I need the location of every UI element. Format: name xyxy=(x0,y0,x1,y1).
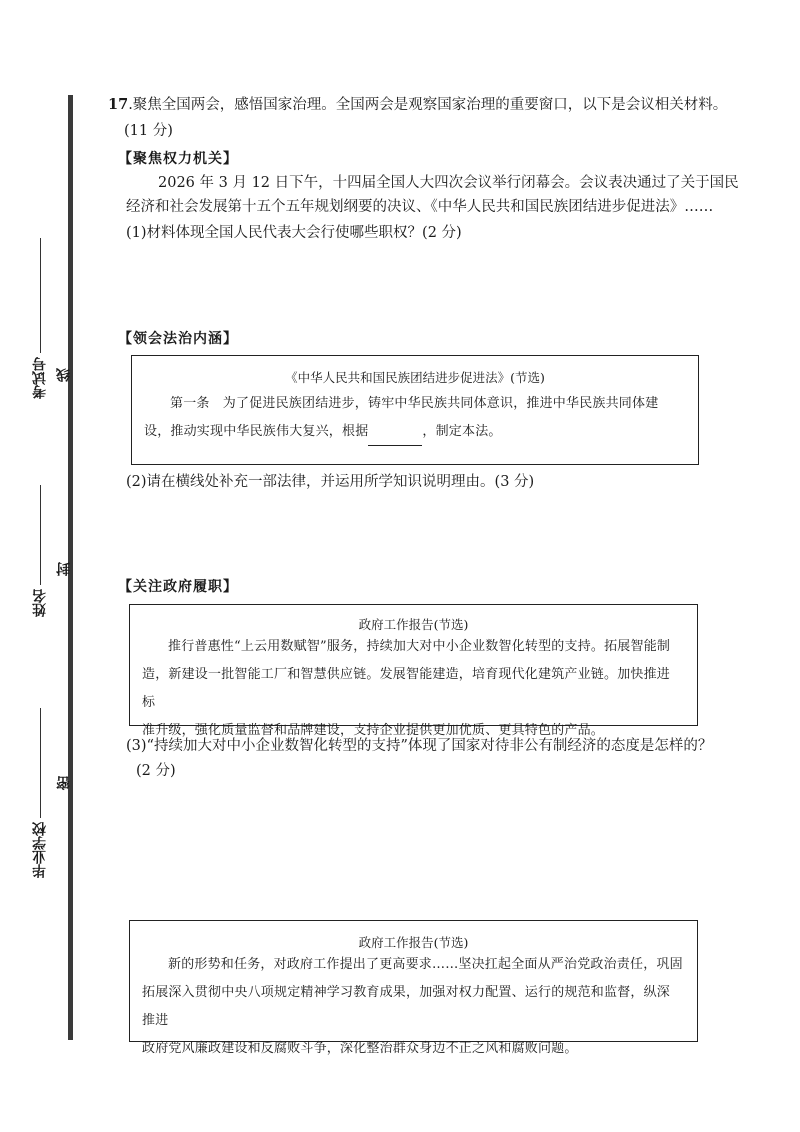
exam-number-label: 考试号 xyxy=(32,357,48,399)
material-line-1: 2026 年 3 月 12 日下午，十四届全国人大四次会议举行闭幕会。会议表决通过了关于国民 xyxy=(158,175,739,191)
question-stem-text: 聚焦全国两会，感悟国家治理。全国两会是观察国家治理的重要窗口，以下是会议相关材料。 xyxy=(132,97,728,113)
law-excerpt-line-2: 设，推动实现中华民族伟大复兴，根据 ，制定本法。 xyxy=(132,418,698,446)
gov-report-2-line-3: 政府党风廉政建设和反腐败斗争，深化整治群众身边不正之风和腐败问题。 xyxy=(142,1041,578,1056)
exam-number-line[interactable] xyxy=(40,238,41,353)
question-number: 17 xyxy=(108,96,129,113)
subquestion-1: (1)材料体现全国人民代表大会行使哪些职权？(2 分) xyxy=(126,225,462,241)
gov-report-1-line-1: 推行普惠性“上云用数赋智”服务，持续加大对中小企业数智化转型的支持。拓展智能制 xyxy=(168,639,671,654)
name-label: 姓名 xyxy=(32,589,48,617)
law-blank-line[interactable] xyxy=(368,431,422,446)
gov-report-2-line-1: 新的形势和任务，对政府工作提出了更高要求……坚决扛起全面从严治党政治责任，巩固 xyxy=(168,957,683,972)
subquestion-3: (3)“持续加大对中小企业数智化转型的支持”体现了国家对待非公有制经济的态度是怎样的？ xyxy=(126,738,713,754)
law-excerpt-line-1: 第一条 为了促进民族团结进步，铸牢中华民族共同体意识，推进中华民族共同体建 xyxy=(170,396,659,411)
gov-report-box-1 xyxy=(129,604,698,738)
section-header-rule-of-law: 【领会法治内涵】 xyxy=(118,331,238,347)
section-header-government-duty: 【关注政府履职】 xyxy=(118,579,238,595)
school-label: 毕业学校 xyxy=(32,822,48,878)
subquestion-2: (2)请在横线处补充一部法律，并运用所学知识说明理由。(3 分) xyxy=(126,474,535,490)
school-field[interactable] xyxy=(30,708,50,878)
exam-number-field[interactable] xyxy=(30,238,50,399)
seal-char-seal: 封 xyxy=(56,562,72,576)
name-field[interactable] xyxy=(30,485,50,617)
gov-report-2-title: 政府工作报告(节选) xyxy=(358,935,469,950)
law-excerpt-title: 《中华人民共和国民族团结进步促进法》(节选) xyxy=(285,370,545,385)
gov-report-1-title: 政府工作报告(节选) xyxy=(358,617,469,632)
question-stem: 17.聚焦全国两会，感悟国家治理。全国两会是观察国家治理的重要窗口，以下是会议相关材料。 xyxy=(108,96,728,113)
subquestion-3-score: (2 分) xyxy=(136,763,176,779)
seal-char-line: 线 xyxy=(56,368,72,382)
section-header-power-organ: 【聚焦权力机关】 xyxy=(118,151,238,167)
name-line[interactable] xyxy=(40,485,41,585)
seal-char-tight: 密 xyxy=(56,776,72,790)
school-line[interactable] xyxy=(40,708,41,818)
law-excerpt-box xyxy=(131,355,699,465)
gov-report-1-line-2: 造，新建设一批智能工厂和智慧供应链。发展智能建造，培育现代化建筑产业链。加快推进标 xyxy=(142,667,671,710)
gov-report-1-line-3: 准升级，强化质量监督和品牌建设，支持企业提供更加优质、更具特色的产品。 xyxy=(142,723,605,738)
question-score: (11 分) xyxy=(124,123,173,139)
gov-report-2-line-2: 拓展深入贯彻中央八项规定精神学习教育成果，加强对权力配置、运行的规范和监督，纵深推进 xyxy=(142,985,671,1028)
gov-report-box-2 xyxy=(129,920,698,1056)
material-line-2: 经济和社会发展第十五个五年规划纲要的决议、《中华人民共和国民族团结进步促进法》…… xyxy=(126,199,714,215)
